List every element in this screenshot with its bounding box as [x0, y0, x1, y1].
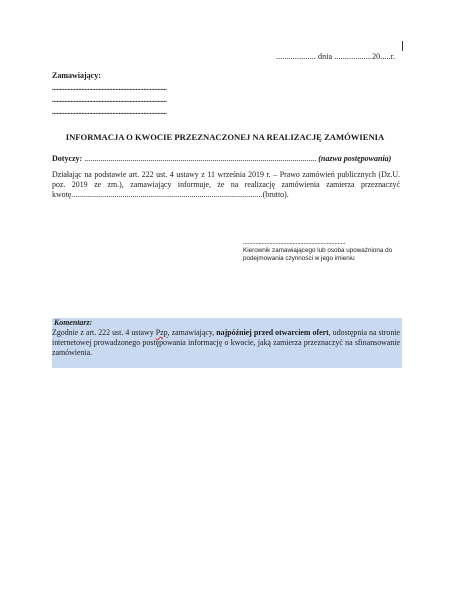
date-line: ................... dnia ..................20.....r.	[276, 52, 396, 61]
comment-pzp-word: Pzp	[155, 328, 168, 337]
signature-caption: Kierownik zamawiającego lub osoba upoważniona do podejmowania czynności w jego imieniu	[243, 247, 393, 262]
subject-label: Dotyczy:	[52, 154, 83, 163]
subject-hint: (nazwa postępowania)	[318, 154, 392, 163]
comment-text	[52, 328, 400, 359]
ordering-party-line-2: ..........................................................................	[52, 96, 167, 104]
ordering-party-label: Zamawiający:	[52, 71, 101, 80]
text-cursor	[402, 41, 403, 51]
signature-dots: ..................................................................	[243, 238, 346, 246]
main-paragraph: Działając na podstawie art. 222 ust. 4 ustawy z 11 września 2019 r. – Prawo zamówień publicznych (Dz.U. poz. 2019 ze zm.), zamawiający informuje, że na realizację zamówienia zamierza przeznaczyć kwotę.................................................................................................(brutto).	[52, 170, 400, 200]
comment-bold-part: najpóźniej przed otwarciem ofert	[216, 328, 329, 337]
ordering-party-line-3: ..........................................................................	[52, 108, 167, 116]
subject-line	[52, 154, 392, 163]
comment-text-middle: , zamawiający,	[167, 328, 217, 337]
comment-title: Komentarz:	[54, 318, 93, 327]
document-title: INFORMACJA O KWOCIE PRZEZNACZONEJ NA REALIZACJĘ ZAMÓWIENIA	[65, 132, 385, 142]
comment-text-start: Zgodnie z art. 222 ust. 4 ustawy	[52, 328, 156, 337]
subject-dots: ....................................................................................................................	[84, 154, 317, 163]
ordering-party-line-1: ..........................................................................	[52, 84, 167, 92]
comment-text-end: , udostępnia na stronie internetowej prowadzonego postępowania informację o kwocie, jaką zamierza przeznaczyć na sfinansowanie zamówienia.	[52, 328, 400, 358]
